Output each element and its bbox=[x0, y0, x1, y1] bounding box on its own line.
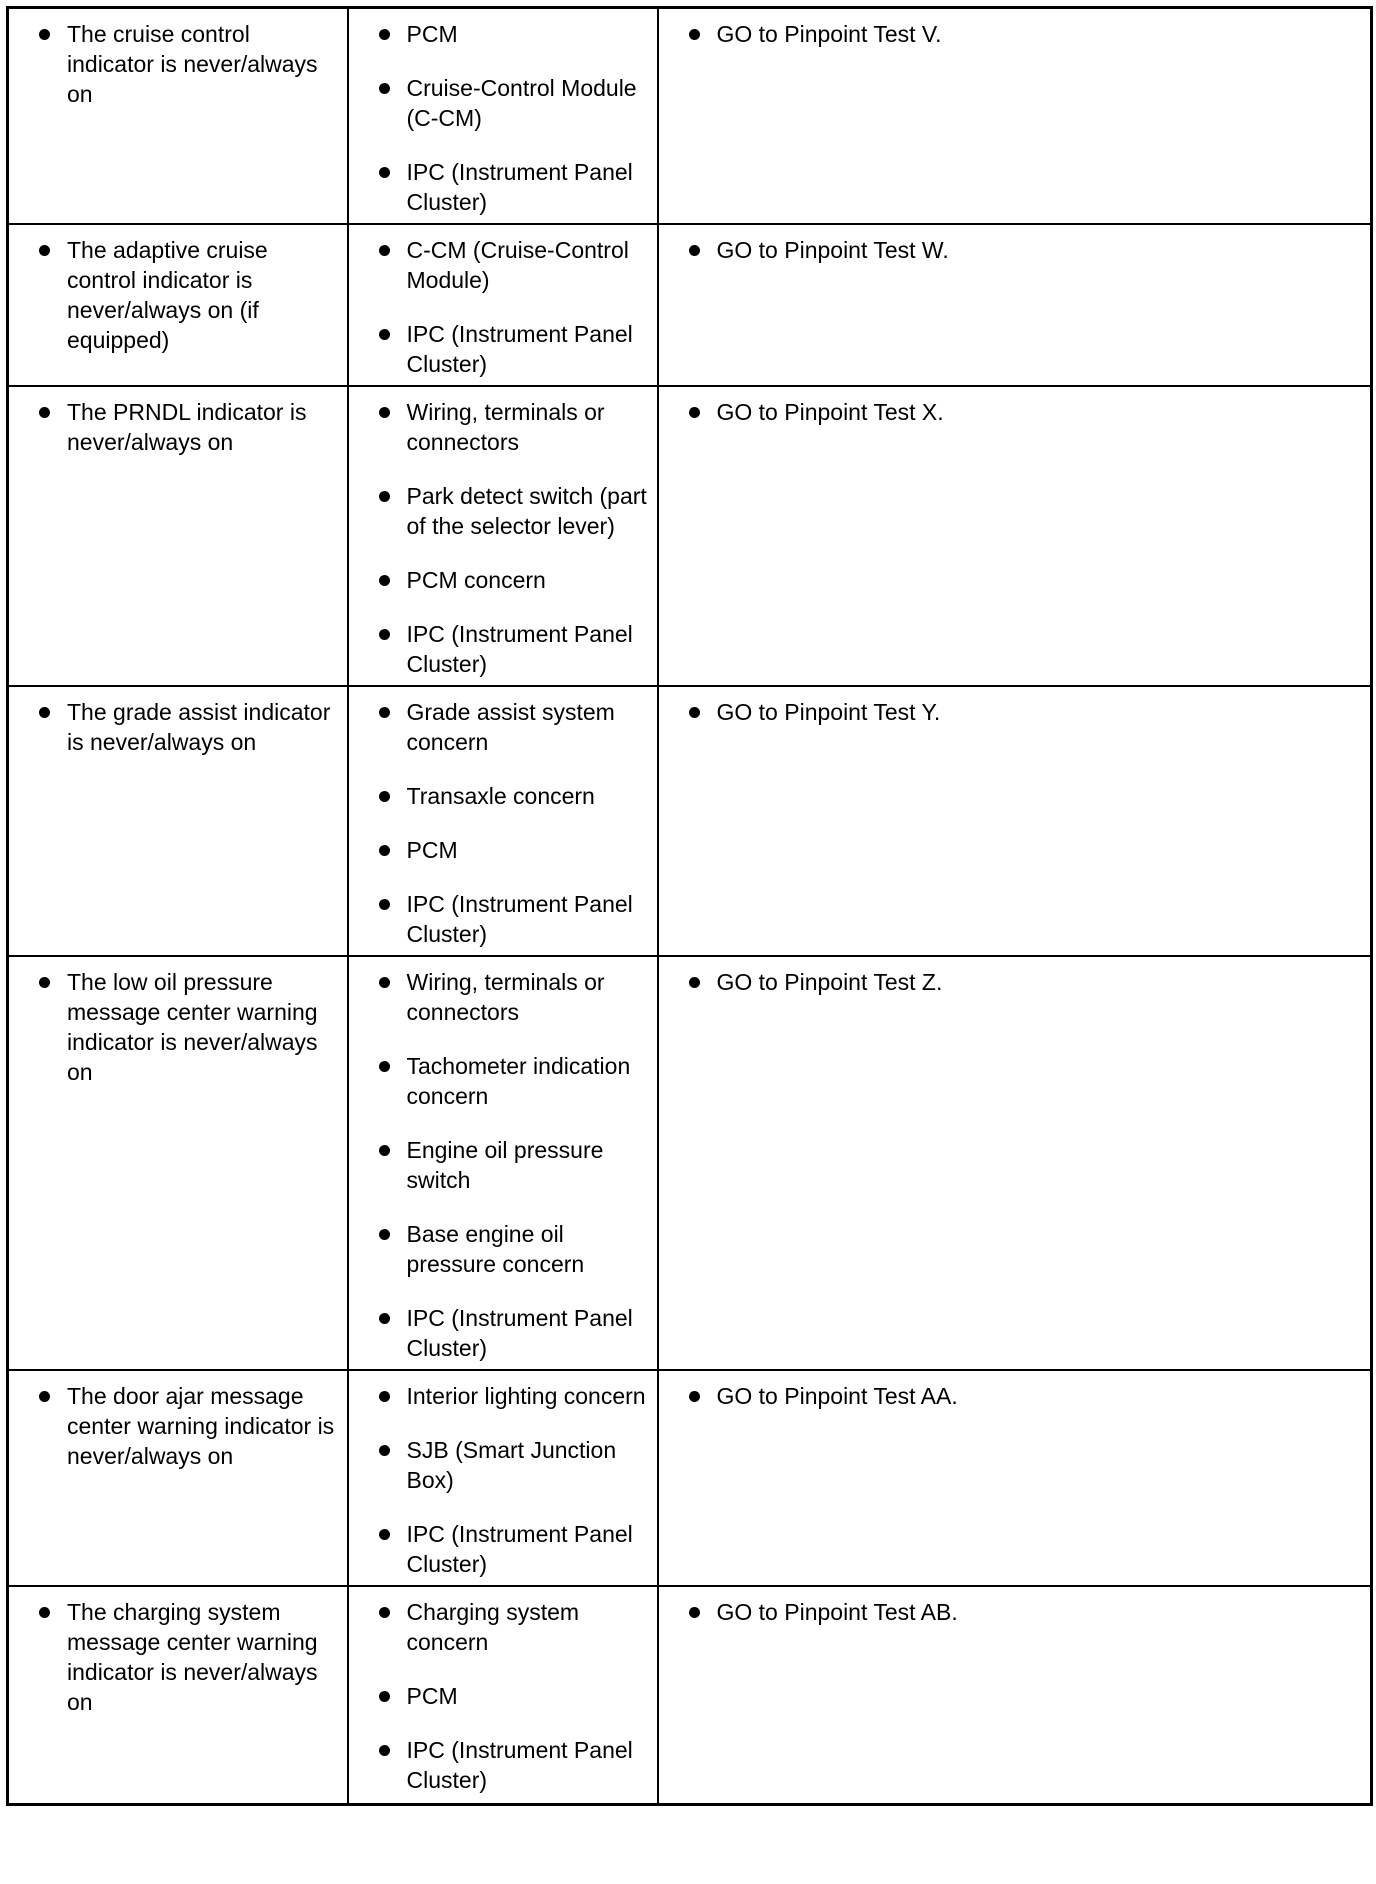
bullet-icon bbox=[379, 1061, 390, 1072]
list-item bbox=[359, 235, 649, 295]
list-item bbox=[669, 397, 1363, 427]
action-text: GO to Pinpoint Test V. bbox=[716, 21, 942, 47]
list-item bbox=[359, 1135, 649, 1195]
bullet-icon bbox=[379, 1445, 390, 1456]
symptom-chart-table bbox=[6, 6, 1373, 1806]
cause-text: Park detect switch (part of the selector lever) bbox=[406, 483, 647, 539]
cause-text: PCM bbox=[406, 1683, 458, 1709]
bullet-icon bbox=[379, 1391, 390, 1402]
table-row bbox=[8, 686, 1372, 956]
bullet-icon bbox=[689, 245, 700, 256]
list-item bbox=[359, 1219, 649, 1279]
bullet-icon bbox=[39, 407, 50, 418]
cause-text: IPC (Instrument Panel Cluster) bbox=[406, 321, 633, 377]
causes-cell bbox=[348, 1370, 658, 1586]
bullet-icon bbox=[379, 491, 390, 502]
bullet-icon bbox=[379, 899, 390, 910]
list-item bbox=[19, 697, 339, 757]
action-cell bbox=[658, 686, 1372, 956]
list-item bbox=[359, 619, 649, 679]
list-item bbox=[359, 157, 649, 217]
list-item bbox=[669, 19, 1363, 49]
action-text: GO to Pinpoint Test AA. bbox=[716, 1383, 958, 1409]
bullet-icon bbox=[379, 791, 390, 802]
action-cell bbox=[658, 8, 1372, 225]
bullet-icon bbox=[379, 1691, 390, 1702]
bullet-icon bbox=[689, 407, 700, 418]
bullet-icon bbox=[379, 29, 390, 40]
list-item bbox=[19, 1381, 339, 1471]
symptom-cell bbox=[8, 956, 348, 1370]
bullet-icon bbox=[379, 1529, 390, 1540]
symptom-text: The PRNDL indicator is never/always on bbox=[67, 399, 307, 455]
table-row bbox=[8, 386, 1372, 686]
cause-text: IPC (Instrument Panel Cluster) bbox=[406, 891, 633, 947]
bullet-icon bbox=[379, 1229, 390, 1240]
bullet-icon bbox=[379, 977, 390, 988]
list-item bbox=[359, 19, 649, 49]
bullet-icon bbox=[689, 707, 700, 718]
cause-text: IPC (Instrument Panel Cluster) bbox=[406, 159, 633, 215]
bullet-icon bbox=[379, 329, 390, 340]
bullet-icon bbox=[39, 1607, 50, 1618]
table-row bbox=[8, 8, 1372, 225]
list-item bbox=[359, 1435, 649, 1495]
causes-cell bbox=[348, 8, 658, 225]
table-row bbox=[8, 224, 1372, 386]
list-item bbox=[359, 697, 649, 757]
bullet-icon bbox=[379, 1313, 390, 1324]
bullet-icon bbox=[39, 707, 50, 718]
list-item bbox=[359, 481, 649, 541]
list-item bbox=[359, 1303, 649, 1363]
cause-text: IPC (Instrument Panel Cluster) bbox=[406, 621, 633, 677]
list-item bbox=[359, 1735, 649, 1795]
symptom-cell bbox=[8, 1586, 348, 1804]
table-body bbox=[8, 8, 1372, 1805]
symptom-cell bbox=[8, 1370, 348, 1586]
action-cell bbox=[658, 956, 1372, 1370]
action-text: GO to Pinpoint Test Z. bbox=[716, 969, 943, 995]
cause-text: Wiring, terminals or connectors bbox=[406, 399, 605, 455]
causes-cell bbox=[348, 386, 658, 686]
bullet-icon bbox=[379, 1607, 390, 1618]
action-cell bbox=[658, 1586, 1372, 1804]
cause-text: PCM concern bbox=[406, 567, 546, 593]
bullet-icon bbox=[379, 407, 390, 418]
list-item bbox=[19, 967, 339, 1087]
symptom-text: The charging system message center warning indicator is never/always on bbox=[67, 1599, 318, 1715]
symptom-text: The door ajar message center warning indicator is never/always on bbox=[67, 1383, 335, 1469]
bullet-icon bbox=[39, 29, 50, 40]
symptom-cell bbox=[8, 8, 348, 225]
bullet-icon bbox=[689, 29, 700, 40]
action-cell bbox=[658, 386, 1372, 686]
bullet-icon bbox=[689, 977, 700, 988]
cause-text: Engine oil pressure switch bbox=[406, 1137, 604, 1193]
list-item bbox=[19, 19, 339, 109]
action-text: GO to Pinpoint Test W. bbox=[716, 237, 949, 263]
symptom-text: The low oil pressure message center warning indicator is never/always on bbox=[67, 969, 318, 1085]
action-text: GO to Pinpoint Test Y. bbox=[716, 699, 941, 725]
bullet-icon bbox=[39, 1391, 50, 1402]
list-item bbox=[359, 1519, 649, 1579]
action-cell bbox=[658, 224, 1372, 386]
list-item bbox=[19, 1597, 339, 1717]
cause-text: Base engine oil pressure concern bbox=[406, 1221, 585, 1277]
list-item bbox=[359, 781, 649, 811]
cause-text: PCM bbox=[406, 837, 458, 863]
cause-text: Interior lighting concern bbox=[406, 1383, 646, 1409]
list-item bbox=[359, 1051, 649, 1111]
list-item bbox=[359, 397, 649, 457]
action-cell bbox=[658, 1370, 1372, 1586]
symptom-cell bbox=[8, 386, 348, 686]
list-item bbox=[669, 697, 1363, 727]
list-item bbox=[359, 1681, 649, 1711]
action-text: GO to Pinpoint Test AB. bbox=[716, 1599, 958, 1625]
cause-text: IPC (Instrument Panel Cluster) bbox=[406, 1521, 633, 1577]
causes-cell bbox=[348, 224, 658, 386]
bullet-icon bbox=[379, 629, 390, 640]
cause-text: Transaxle concern bbox=[406, 783, 595, 809]
cause-text: Charging system concern bbox=[406, 1599, 580, 1655]
symptom-cell bbox=[8, 224, 348, 386]
bullet-icon bbox=[379, 167, 390, 178]
table-row bbox=[8, 1370, 1372, 1586]
bullet-icon bbox=[379, 845, 390, 856]
bullet-icon bbox=[379, 1745, 390, 1756]
list-item bbox=[359, 889, 649, 949]
symptom-text: The adaptive cruise control indicator is never/always on (if equipped) bbox=[67, 237, 268, 353]
symptom-cell bbox=[8, 686, 348, 956]
causes-cell bbox=[348, 686, 658, 956]
list-item bbox=[359, 835, 649, 865]
list-item bbox=[19, 235, 339, 355]
cause-text: Cruise-Control Module (C-CM) bbox=[406, 75, 637, 131]
bullet-icon bbox=[379, 707, 390, 718]
cause-text: PCM bbox=[406, 21, 458, 47]
list-item bbox=[359, 1381, 649, 1411]
list-item bbox=[359, 565, 649, 595]
list-item bbox=[359, 319, 649, 379]
list-item bbox=[359, 73, 649, 133]
list-item bbox=[19, 397, 339, 457]
table-row bbox=[8, 956, 1372, 1370]
list-item bbox=[669, 1381, 1363, 1411]
cause-text: IPC (Instrument Panel Cluster) bbox=[406, 1737, 633, 1793]
cause-text: IPC (Instrument Panel Cluster) bbox=[406, 1305, 633, 1361]
list-item bbox=[359, 967, 649, 1027]
cause-text: Grade assist system concern bbox=[406, 699, 615, 755]
list-item bbox=[669, 235, 1363, 265]
symptom-text: The cruise control indicator is never/always on bbox=[67, 21, 318, 107]
bullet-icon bbox=[689, 1391, 700, 1402]
table-row bbox=[8, 1586, 1372, 1804]
cause-text: Wiring, terminals or connectors bbox=[406, 969, 605, 1025]
list-item bbox=[669, 1597, 1363, 1627]
bullet-icon bbox=[379, 1145, 390, 1156]
bullet-icon bbox=[39, 245, 50, 256]
list-item bbox=[359, 1597, 649, 1657]
cause-text: SJB (Smart Junction Box) bbox=[406, 1437, 617, 1493]
list-item bbox=[669, 967, 1363, 997]
cause-text: Tachometer indication concern bbox=[406, 1053, 631, 1109]
bullet-icon bbox=[379, 83, 390, 94]
bullet-icon bbox=[39, 977, 50, 988]
bullet-icon bbox=[379, 575, 390, 586]
cause-text: C-CM (Cruise-Control Module) bbox=[406, 237, 629, 293]
symptom-text: The grade assist indicator is never/always on bbox=[67, 699, 331, 755]
causes-cell bbox=[348, 1586, 658, 1804]
bullet-icon bbox=[379, 245, 390, 256]
action-text: GO to Pinpoint Test X. bbox=[716, 399, 944, 425]
causes-cell bbox=[348, 956, 658, 1370]
bullet-icon bbox=[689, 1607, 700, 1618]
